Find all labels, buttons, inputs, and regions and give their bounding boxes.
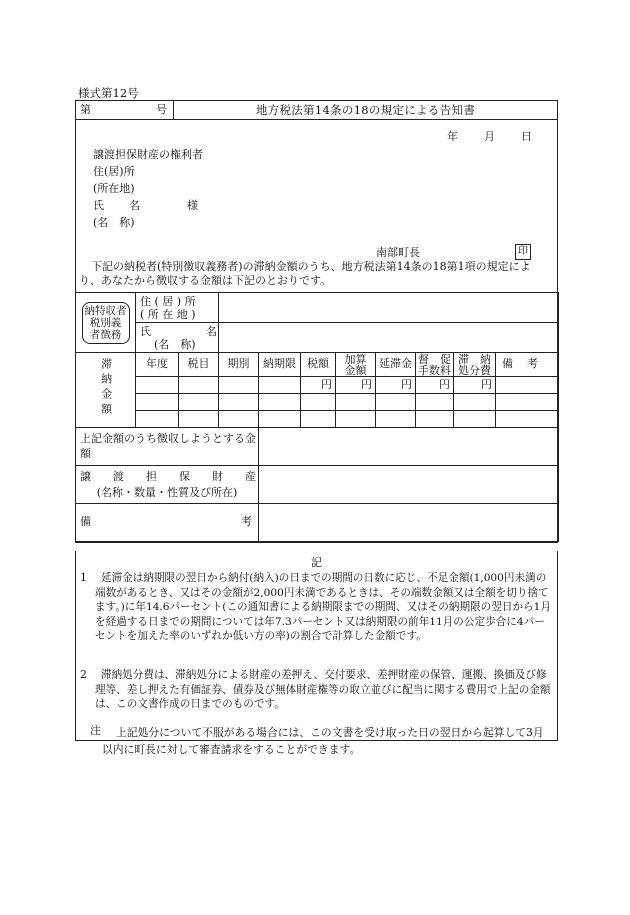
col-tokusoku-1: 督 促: [418, 352, 452, 366]
seal-mark: 印: [515, 244, 531, 260]
col-tokusoku-2: 手数料: [418, 363, 452, 377]
remarks-label-1: 備: [80, 515, 91, 528]
note-1-number: 1: [80, 571, 87, 584]
col-shobunhi: [454, 353, 496, 377]
collateral-label-1: 譲 渡 担 保 財 産: [80, 469, 256, 483]
notice-form: [75, 100, 558, 543]
addressee-honorific: 様: [187, 199, 198, 212]
yen-unit: 円: [301, 377, 336, 394]
form-number: 様式第12号: [78, 86, 139, 100]
yen-unit: 円: [376, 377, 416, 394]
dai-label: 第: [80, 103, 91, 116]
intro-text: 下記の納税者(特別徴収義務者)の滞納金額のうち、地方税法第14条の18第1項の規定により、あなたから徴収する金額は下記のとおりです。: [79, 260, 531, 288]
notes-heading: 記: [311, 556, 322, 569]
date-day: 日: [521, 130, 532, 143]
note-2-text: 滞納処分費は、滞納処分による財産の差押え、交付要求、差押財産の保管、運搬、換価及び修理等、差し押えた有価証券、債券及び無体財産権等の取立並びに配当に関する費用で上記の金額は、この文書作成の日までのものです。: [95, 669, 551, 711]
col-biko-label: 備考: [502, 357, 553, 371]
collect-amount-value: [259, 428, 559, 466]
col-zeimoku: 税目: [179, 353, 219, 377]
date-month: 月: [484, 130, 495, 143]
addressee-name-label-2: 名: [129, 199, 140, 212]
addressee-org-label: (名 称): [93, 216, 135, 229]
taxpayer-table: [75, 292, 559, 542]
col-shobun-2: 処分費: [458, 363, 492, 377]
yen-unit: 円: [416, 377, 454, 394]
yen-unit: 円: [336, 377, 376, 394]
remarks-label: [76, 504, 259, 542]
go-label: 号: [156, 103, 167, 116]
col-shobun-1: 滞 納: [458, 352, 492, 366]
taxpayer-address-label-2: ( 所 在 地 ): [140, 307, 196, 321]
details-grid: [76, 292, 557, 542]
addressee-location-label: (所在地): [93, 182, 135, 195]
remarks-value: [259, 504, 559, 542]
remarks-label-2: 考: [241, 515, 253, 528]
taxpayer-label-line-1: 納特収者: [84, 304, 127, 317]
col-tokusoku: [416, 353, 454, 377]
col-entaikin: 延滞金: [376, 353, 416, 377]
addressee-name-label-1: 氏: [93, 199, 104, 212]
note-2-number: 2: [80, 668, 87, 681]
arrears-side-label: 滞納金額: [76, 353, 136, 428]
collateral-label: [76, 466, 259, 504]
notes-section: [75, 551, 558, 741]
note-1-text: 延滞金は納期限の翌日から納付(納入)の日までの期間の日数に応じ、不足金額(1,000円未満の端数があるとき、又はその金額が2,000円未満であるときは、その端数金額又は全額を切り捨てます。)に年14.6パーセント(この通知書による納期限までの期間、又はその納期限の翌日から1月を経過する日までの期間については年7.3パーセント又は納期限の前年11月の公定歩合に4パーセントを加えた率のいずれか低い方の率)の割合で計算した金額です。: [95, 572, 551, 643]
yen-unit: 円: [454, 377, 496, 394]
taxpayer-name-label-1: 氏 名: [140, 324, 217, 338]
collect-amount-label: 上記金額のうち徴収しようとする金額: [76, 428, 259, 466]
col-nendo: 年度: [136, 353, 179, 377]
col-zeigaku: 税額: [301, 353, 336, 377]
footnote-label: 注: [90, 724, 101, 737]
sender-name: 南部町長: [376, 246, 420, 259]
addressee-title: 譲渡担保財産の権利者: [93, 148, 203, 161]
col-kasan-1: 加算: [344, 352, 367, 366]
collateral-value: [259, 466, 559, 504]
date-year: 年: [447, 130, 458, 143]
col-nokigen: 納期限: [259, 353, 301, 377]
taxpayer-name-value: [219, 323, 559, 353]
arrears-row: [76, 377, 559, 394]
arrears-row: [76, 411, 559, 428]
title-row: [76, 101, 557, 120]
document-number-cell: [76, 101, 174, 119]
arrears-row: [76, 394, 559, 411]
footnote-text: 上記処分について不服がある場合には、この文書を受け取った日の翌日から起算して3月以内に町長に対して審査請求をすることができます。: [102, 726, 544, 756]
taxpayer-address-value: [219, 293, 559, 323]
taxpayer-address-label: [136, 293, 219, 323]
collateral-label-2: (名称・数量・性質及び所在): [96, 485, 238, 499]
addressee-address-label: 住(居)所: [93, 165, 135, 178]
taxpayer-label-line-2: 税別義: [89, 316, 122, 329]
taxpayer-name-label-2: (名 称): [154, 337, 196, 351]
taxpayer-address-label-1: 住 ( 居 ) 所: [140, 294, 196, 308]
taxpayer-name-label: [136, 323, 219, 353]
taxpayer-label-line-3: 者徴務: [89, 328, 122, 341]
col-kasan-2: 金額: [344, 363, 367, 377]
col-biko: [496, 353, 559, 377]
col-kibetsu: 期別: [219, 353, 259, 377]
document-title: 地方税法第14条の18の規定による告知書: [255, 103, 476, 117]
letter-section: [76, 120, 557, 293]
taxpayer-label-cell: [76, 293, 136, 353]
col-kasan: [336, 353, 376, 377]
